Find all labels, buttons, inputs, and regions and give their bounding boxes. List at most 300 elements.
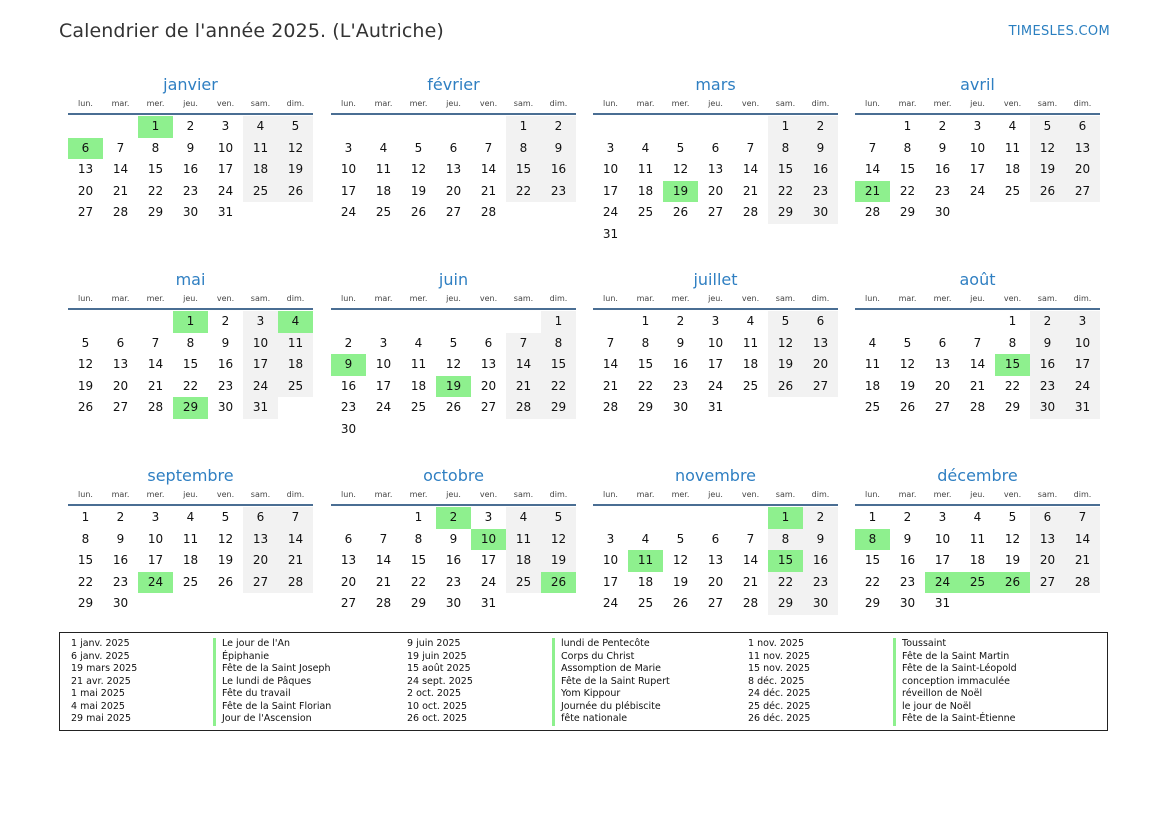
weekday-label: dim. xyxy=(286,294,305,303)
day-cell: 23 xyxy=(445,574,462,589)
day-cell: 22 xyxy=(899,183,916,198)
day-cell: 19 xyxy=(217,553,234,567)
weekday-label: sam. xyxy=(775,99,796,108)
day-cell: 17 xyxy=(602,574,619,589)
holiday-day-cell: 8 xyxy=(855,529,890,551)
legend-date: 15 août 2025 xyxy=(407,663,471,674)
legend-holiday-name: Le lundi de Pâques xyxy=(213,676,331,689)
legend-date: 19 juin 2025 xyxy=(407,650,467,662)
legend-holiday-name: Épiphanie xyxy=(213,651,331,664)
day-cell: 4 xyxy=(973,510,982,524)
day-cell: 13 xyxy=(340,553,357,567)
day-cell: 23 xyxy=(899,574,916,589)
day-cell: 16 xyxy=(934,162,951,176)
day-cell: 18 xyxy=(243,159,278,181)
day-cell: 22 xyxy=(864,574,881,589)
day-cell: 12 xyxy=(1030,138,1065,160)
day-cell: 30 xyxy=(217,400,234,414)
day-cell: 18 xyxy=(410,378,427,393)
day-cell: 23 xyxy=(340,400,357,414)
weekday-label: sam. xyxy=(513,99,534,108)
day-cell: 24 xyxy=(602,596,619,610)
day-cell: 10 xyxy=(969,140,986,155)
empty-cell xyxy=(628,116,663,138)
day-cell: 11 xyxy=(410,357,427,371)
weekday-label: mer. xyxy=(409,99,428,108)
day-cell: 17 xyxy=(147,553,164,567)
day-cell: 29 xyxy=(637,400,654,414)
weekday-label: sam. xyxy=(513,294,534,303)
day-cell: 10 xyxy=(602,162,619,176)
day-cell: 22 xyxy=(506,181,541,203)
brand-link[interactable]: TIMESLES.COM xyxy=(1008,24,1110,39)
empty-cell xyxy=(138,311,173,333)
day-cell: 31 xyxy=(602,226,619,241)
weekday-label: sam. xyxy=(1037,490,1058,499)
day-cell: 4 xyxy=(746,314,755,328)
day-cell: 17 xyxy=(969,162,986,176)
day-cell: 18 xyxy=(637,574,654,589)
day-cell: 6 xyxy=(116,335,125,350)
empty-cell xyxy=(366,116,401,138)
day-cell: 6 xyxy=(711,140,720,155)
day-cell: 5 xyxy=(1008,510,1017,524)
day-grid xyxy=(855,507,1100,615)
day-cell: 21 xyxy=(742,574,759,589)
day-cell: 21 xyxy=(147,378,164,393)
day-cell: 21 xyxy=(969,378,986,393)
day-cell: 3 xyxy=(221,119,230,133)
day-cell: 27 xyxy=(340,596,357,610)
weekday-label: dim. xyxy=(1073,490,1092,499)
day-cell: 11 xyxy=(243,138,278,160)
day-cell: 4 xyxy=(186,510,195,524)
day-cell: 6 xyxy=(1030,507,1065,529)
day-cell: 15 xyxy=(506,159,541,181)
day-cell: 8 xyxy=(1008,335,1017,350)
weekday-label: ven. xyxy=(1003,490,1022,499)
empty-cell xyxy=(436,116,471,138)
day-cell: 1 xyxy=(1008,314,1017,328)
day-cell: 20 xyxy=(707,183,724,198)
legend-date: 26 oct. 2025 xyxy=(407,713,468,724)
day-cell: 1 xyxy=(506,116,541,138)
day-cell: 21 xyxy=(1065,550,1100,572)
empty-cell xyxy=(366,311,401,333)
day-cell: 6 xyxy=(1065,116,1100,138)
day-grid xyxy=(331,116,576,224)
day-cell: 23 xyxy=(182,183,199,198)
day-cell: 9 xyxy=(1030,333,1065,355)
day-cell: 27 xyxy=(1030,572,1065,594)
day-cell: 18 xyxy=(375,183,392,198)
weekday-label: lun. xyxy=(865,294,880,303)
day-cell: 1 xyxy=(868,510,877,524)
day-cell: 21 xyxy=(480,183,497,198)
weekday-label: lun. xyxy=(603,294,618,303)
weekday-label: jeu. xyxy=(183,99,198,108)
day-cell: 17 xyxy=(217,162,234,176)
weekday-label: mar. xyxy=(898,490,917,499)
day-cell: 20 xyxy=(243,550,278,572)
weekday-header xyxy=(593,292,838,310)
day-cell: 24 xyxy=(243,376,278,398)
day-cell: 2 xyxy=(938,119,947,133)
day-cell: 22 xyxy=(768,181,803,203)
day-cell: 29 xyxy=(1004,400,1021,414)
day-cell: 31 xyxy=(243,397,278,419)
day-cell: 25 xyxy=(637,205,654,219)
day-cell: 15 xyxy=(899,162,916,176)
day-cell: 7 xyxy=(379,531,388,546)
holiday-legend xyxy=(59,632,1108,731)
day-cell: 2 xyxy=(803,116,838,138)
weekday-label: dim. xyxy=(811,490,830,499)
month-2 xyxy=(331,75,576,224)
legend-date: 1 mai 2025 xyxy=(71,688,125,699)
day-cell: 1 xyxy=(81,510,90,524)
day-cell: 5 xyxy=(903,335,912,350)
weekday-header xyxy=(593,488,838,506)
day-cell: 30 xyxy=(934,205,951,219)
weekday-label: ven. xyxy=(216,99,235,108)
weekday-header xyxy=(593,97,838,115)
day-cell: 13 xyxy=(1030,529,1065,551)
legend-holiday-name: Fête de la Saint Joseph xyxy=(213,663,331,676)
day-cell: 7 xyxy=(606,335,615,350)
day-cell: 15 xyxy=(182,357,199,371)
empty-cell xyxy=(628,507,663,529)
day-cell: 11 xyxy=(969,531,986,546)
day-cell: 24 xyxy=(340,205,357,219)
day-cell: 26 xyxy=(899,400,916,414)
day-cell: 11 xyxy=(506,529,541,551)
day-cell: 8 xyxy=(541,333,576,355)
day-cell: 16 xyxy=(340,378,357,393)
day-cell: 13 xyxy=(445,162,462,176)
month-10 xyxy=(331,466,576,615)
day-cell: 31 xyxy=(480,596,497,610)
day-cell: 24 xyxy=(217,183,234,198)
empty-cell xyxy=(103,116,138,138)
legend-names-group-2 xyxy=(552,638,670,726)
empty-cell xyxy=(890,311,925,333)
month-11 xyxy=(593,466,838,615)
legend-holiday-name: Toussaint xyxy=(893,638,1017,651)
day-cell: 30 xyxy=(672,400,689,414)
day-cell: 30 xyxy=(445,596,462,610)
empty-cell xyxy=(366,507,401,529)
day-cell: 2 xyxy=(903,510,912,524)
day-grid xyxy=(331,311,576,440)
day-cell: 7 xyxy=(484,140,493,155)
day-cell: 26 xyxy=(217,574,234,589)
empty-cell xyxy=(68,116,103,138)
day-cell: 9 xyxy=(116,531,125,546)
weekday-label: lun. xyxy=(341,99,356,108)
weekday-label: lun. xyxy=(865,99,880,108)
day-cell: 22 xyxy=(410,574,427,589)
day-cell: 16 xyxy=(803,550,838,572)
day-cell: 7 xyxy=(746,140,755,155)
day-cell: 16 xyxy=(899,553,916,567)
day-cell: 6 xyxy=(711,531,720,546)
day-cell: 24 xyxy=(480,574,497,589)
day-cell: 11 xyxy=(278,333,313,355)
month-title: août xyxy=(959,270,996,289)
day-cell: 13 xyxy=(77,162,94,176)
holiday-day-cell: 11 xyxy=(628,550,663,572)
weekday-header xyxy=(331,488,576,506)
legend-holiday-name: Assomption de Marie xyxy=(552,663,670,676)
day-cell: 26 xyxy=(278,181,313,203)
month-title: juillet xyxy=(693,270,738,289)
day-cell: 4 xyxy=(379,140,388,155)
day-cell: 5 xyxy=(676,531,685,546)
day-cell: 3 xyxy=(973,119,982,133)
day-cell: 20 xyxy=(480,378,497,393)
weekday-label: mar. xyxy=(374,490,393,499)
day-cell: 1 xyxy=(768,116,803,138)
day-cell: 15 xyxy=(410,553,427,567)
day-grid xyxy=(68,507,313,615)
day-cell: 28 xyxy=(742,596,759,610)
holiday-day-cell: 1 xyxy=(768,507,803,529)
day-cell: 19 xyxy=(541,550,576,572)
legend-dates-group-1 xyxy=(71,638,137,726)
day-cell: 18 xyxy=(182,553,199,567)
day-cell: 22 xyxy=(182,378,199,393)
day-cell: 2 xyxy=(186,119,195,133)
day-cell: 13 xyxy=(803,333,838,355)
day-cell: 20 xyxy=(1065,159,1100,181)
weekday-label: dim. xyxy=(286,490,305,499)
legend-date: 8 déc. 2025 xyxy=(748,675,805,687)
day-cell: 30 xyxy=(803,202,838,224)
weekday-header xyxy=(331,292,576,310)
day-cell: 3 xyxy=(606,140,615,155)
day-cell: 19 xyxy=(1030,159,1065,181)
day-cell: 14 xyxy=(1065,529,1100,551)
day-cell: 3 xyxy=(711,314,720,328)
day-grid xyxy=(855,311,1100,419)
legend-holiday-name: Jour de l'Ascension xyxy=(213,713,331,726)
day-cell: 6 xyxy=(243,507,278,529)
day-cell: 20 xyxy=(445,183,462,198)
weekday-label: dim. xyxy=(286,99,305,108)
day-cell: 10 xyxy=(602,553,619,567)
day-cell: 8 xyxy=(506,138,541,160)
day-grid xyxy=(68,116,313,224)
day-cell: 27 xyxy=(1065,181,1100,203)
day-cell: 3 xyxy=(243,311,278,333)
day-cell: 18 xyxy=(969,553,986,567)
month-5 xyxy=(68,270,313,419)
legend-date: 4 mai 2025 xyxy=(71,700,125,712)
day-cell: 26 xyxy=(410,205,427,219)
day-cell: 14 xyxy=(742,162,759,176)
day-cell: 31 xyxy=(217,205,234,219)
day-cell: 4 xyxy=(641,140,650,155)
month-title: janvier xyxy=(163,75,218,94)
legend-holiday-name: le jour de Noël xyxy=(893,701,1017,714)
day-cell: 9 xyxy=(221,335,230,350)
holiday-day-cell: 15 xyxy=(995,354,1030,376)
weekday-label: dim. xyxy=(811,99,830,108)
day-cell: 8 xyxy=(768,529,803,551)
weekday-label: ven. xyxy=(741,294,760,303)
day-cell: 8 xyxy=(768,138,803,160)
day-cell: 27 xyxy=(77,205,94,219)
day-cell: 3 xyxy=(1065,311,1100,333)
day-cell: 3 xyxy=(606,531,615,546)
empty-cell xyxy=(593,311,628,333)
month-4 xyxy=(855,75,1100,224)
day-cell: 16 xyxy=(672,357,689,371)
month-9 xyxy=(68,466,313,615)
day-cell: 2 xyxy=(221,314,230,328)
day-cell: 29 xyxy=(768,202,803,224)
day-cell: 4 xyxy=(1008,119,1017,133)
day-cell: 16 xyxy=(541,159,576,181)
day-cell: 25 xyxy=(506,572,541,594)
day-cell: 12 xyxy=(672,553,689,567)
day-cell: 2 xyxy=(541,116,576,138)
weekday-label: dim. xyxy=(549,99,568,108)
weekday-label: sam. xyxy=(1037,294,1058,303)
day-cell: 8 xyxy=(414,531,423,546)
weekday-label: mar. xyxy=(636,294,655,303)
weekday-label: sam. xyxy=(250,99,271,108)
legend-holiday-name: Le jour de l'An xyxy=(213,638,331,651)
empty-cell xyxy=(925,311,960,333)
legend-holiday-name: Fête de la Saint-Étienne xyxy=(893,713,1017,726)
empty-cell xyxy=(733,116,768,138)
day-cell: 6 xyxy=(484,335,493,350)
weekday-label: mer. xyxy=(671,294,690,303)
day-cell: 4 xyxy=(506,507,541,529)
day-cell: 3 xyxy=(344,140,353,155)
empty-cell xyxy=(698,116,733,138)
day-cell: 5 xyxy=(449,335,458,350)
weekday-label: mar. xyxy=(111,490,130,499)
day-grid xyxy=(331,507,576,615)
day-cell: 21 xyxy=(278,550,313,572)
day-cell: 21 xyxy=(112,183,129,198)
legend-holiday-name: Fête de la Saint-Léopold xyxy=(893,663,1017,676)
day-cell: 7 xyxy=(973,335,982,350)
day-cell: 17 xyxy=(934,553,951,567)
day-cell: 9 xyxy=(903,531,912,546)
day-cell: 25 xyxy=(375,205,392,219)
holiday-day-cell: 24 xyxy=(925,572,960,594)
day-cell: 20 xyxy=(340,574,357,589)
day-cell: 14 xyxy=(969,357,986,371)
weekday-label: mar. xyxy=(898,99,917,108)
empty-cell xyxy=(593,116,628,138)
day-cell: 27 xyxy=(445,205,462,219)
weekday-label: sam. xyxy=(775,490,796,499)
weekday-label: ven. xyxy=(216,294,235,303)
day-cell: 14 xyxy=(742,553,759,567)
day-cell: 17 xyxy=(375,378,392,393)
legend-holiday-name: lundi de Pentecôte xyxy=(552,638,670,651)
day-cell: 18 xyxy=(506,550,541,572)
day-cell: 16 xyxy=(445,553,462,567)
weekday-label: mer. xyxy=(671,490,690,499)
month-title: mai xyxy=(175,270,206,289)
empty-cell xyxy=(593,507,628,529)
day-cell: 10 xyxy=(147,531,164,546)
day-cell: 8 xyxy=(81,531,90,546)
day-cell: 30 xyxy=(1030,397,1065,419)
day-cell: 23 xyxy=(672,378,689,393)
holiday-day-cell: 21 xyxy=(855,181,890,203)
weekday-label: dim. xyxy=(1073,294,1092,303)
day-cell: 28 xyxy=(147,400,164,414)
legend-date: 26 déc. 2025 xyxy=(748,713,811,724)
day-cell: 12 xyxy=(77,357,94,371)
month-1 xyxy=(68,75,313,224)
day-cell: 8 xyxy=(641,335,650,350)
legend-date: 10 oct. 2025 xyxy=(407,700,468,712)
legend-date: 19 mars 2025 xyxy=(71,663,138,674)
day-cell: 9 xyxy=(676,335,685,350)
day-cell: 15 xyxy=(77,553,94,567)
day-cell: 27 xyxy=(934,400,951,414)
day-cell: 30 xyxy=(182,205,199,219)
day-cell: 11 xyxy=(182,531,199,546)
holiday-day-cell: 2 xyxy=(436,507,471,529)
day-cell: 28 xyxy=(742,205,759,219)
weekday-label: sam. xyxy=(250,294,271,303)
day-cell: 2 xyxy=(344,335,353,350)
legend-holiday-name: réveillon de Noël xyxy=(893,688,1017,701)
day-cell: 25 xyxy=(637,596,654,610)
day-cell: 21 xyxy=(375,574,392,589)
day-cell: 29 xyxy=(147,205,164,219)
legend-dates-group-3 xyxy=(748,638,810,726)
weekday-label: lun. xyxy=(341,490,356,499)
day-cell: 8 xyxy=(903,140,912,155)
day-cell: 13 xyxy=(934,357,951,371)
weekday-header xyxy=(855,97,1100,115)
weekday-label: sam. xyxy=(1037,99,1058,108)
day-cell: 20 xyxy=(112,378,129,393)
day-grid xyxy=(855,116,1100,224)
weekday-header xyxy=(68,488,313,506)
month-title: juin xyxy=(438,270,469,289)
day-cell: 1 xyxy=(903,119,912,133)
day-cell: 7 xyxy=(746,531,755,546)
holiday-day-cell: 25 xyxy=(960,572,995,594)
day-cell: 17 xyxy=(243,354,278,376)
day-cell: 24 xyxy=(707,378,724,393)
empty-cell xyxy=(331,507,366,529)
day-cell: 9 xyxy=(803,138,838,160)
day-cell: 23 xyxy=(934,183,951,198)
empty-cell xyxy=(331,311,366,333)
weekday-label: jeu. xyxy=(446,490,461,499)
day-cell: 13 xyxy=(112,357,129,371)
day-cell: 31 xyxy=(1065,397,1100,419)
day-cell: 28 xyxy=(602,400,619,414)
day-cell: 31 xyxy=(707,400,724,414)
day-cell: 13 xyxy=(243,529,278,551)
month-6 xyxy=(331,270,576,440)
weekday-header xyxy=(855,292,1100,310)
legend-holiday-name: fête nationale xyxy=(552,713,670,726)
